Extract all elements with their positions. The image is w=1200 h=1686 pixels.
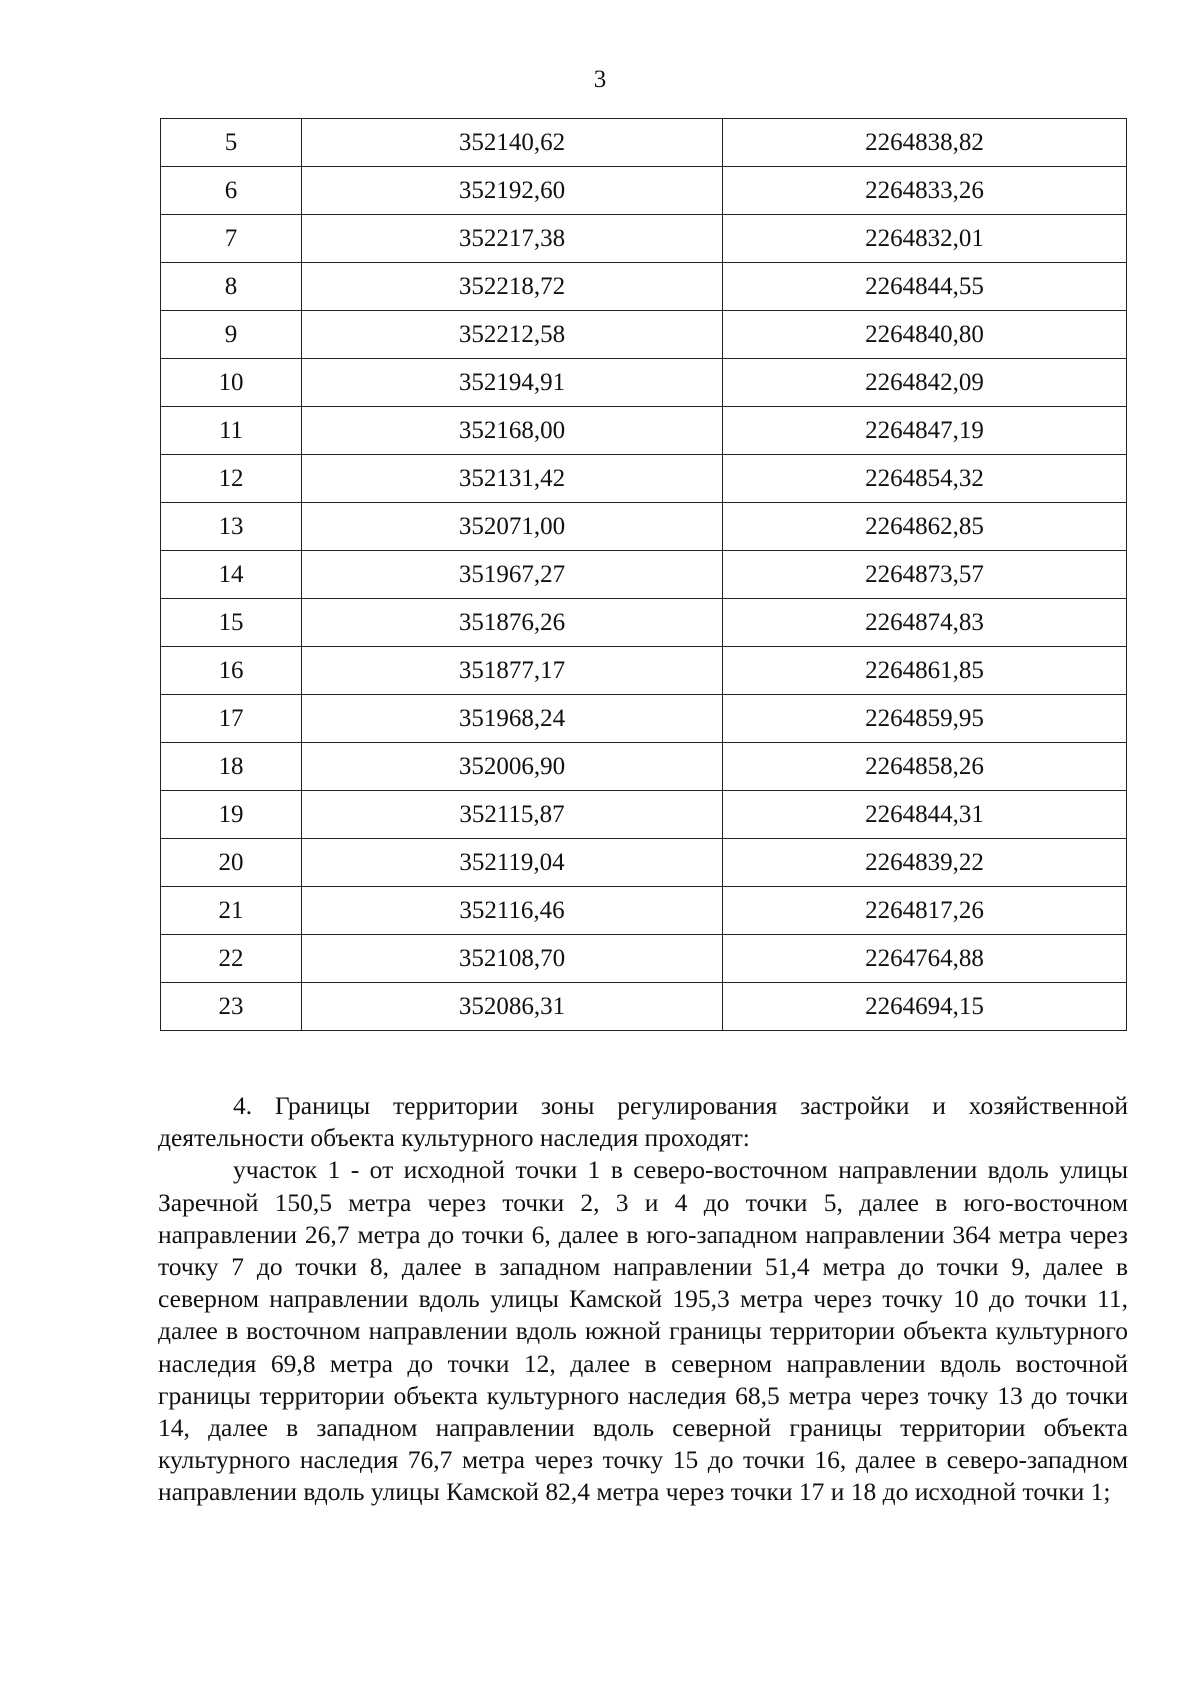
x-coordinate-cell: 352116,46	[302, 887, 723, 935]
table-row	[161, 791, 1127, 839]
y-coordinate-cell: 2264694,15	[723, 983, 1127, 1031]
point-number-cell: 8	[161, 263, 302, 311]
table-row	[161, 455, 1127, 503]
y-coordinate-cell: 2264862,85	[723, 503, 1127, 551]
x-coordinate-cell: 352119,04	[302, 839, 723, 887]
table-row	[161, 983, 1127, 1031]
x-coordinate-cell: 352086,31	[302, 983, 723, 1031]
y-coordinate-cell: 2264844,55	[723, 263, 1127, 311]
x-coordinate-cell: 351968,24	[302, 695, 723, 743]
x-coordinate-cell: 352131,42	[302, 455, 723, 503]
x-coordinate-cell: 352192,60	[302, 167, 723, 215]
y-coordinate-cell: 2264832,01	[723, 215, 1127, 263]
y-coordinate-cell: 2264854,32	[723, 455, 1127, 503]
point-number-cell: 15	[161, 599, 302, 647]
table-row	[161, 839, 1127, 887]
point-number-cell: 5	[161, 119, 302, 167]
point-number-cell: 10	[161, 359, 302, 407]
point-number-cell: 6	[161, 167, 302, 215]
point-number-cell: 21	[161, 887, 302, 935]
x-coordinate-cell: 352115,87	[302, 791, 723, 839]
table-row	[161, 599, 1127, 647]
point-number-cell: 7	[161, 215, 302, 263]
table-row	[161, 407, 1127, 455]
table-row	[161, 167, 1127, 215]
table-row	[161, 359, 1127, 407]
x-coordinate-cell: 352071,00	[302, 503, 723, 551]
x-coordinate-cell: 352140,62	[302, 119, 723, 167]
y-coordinate-cell: 2264838,82	[723, 119, 1127, 167]
point-number-cell: 20	[161, 839, 302, 887]
y-coordinate-cell: 2264833,26	[723, 167, 1127, 215]
table-row	[161, 551, 1127, 599]
point-number-cell: 17	[161, 695, 302, 743]
coordinates-table	[160, 118, 1127, 1031]
x-coordinate-cell: 352194,91	[302, 359, 723, 407]
document-text	[158, 1090, 1128, 1509]
table-row	[161, 743, 1127, 791]
x-coordinate-cell: 351967,27	[302, 551, 723, 599]
y-coordinate-cell: 2264839,22	[723, 839, 1127, 887]
point-number-cell: 13	[161, 503, 302, 551]
point-number-cell: 23	[161, 983, 302, 1031]
y-coordinate-cell: 2264844,31	[723, 791, 1127, 839]
y-coordinate-cell: 2264873,57	[723, 551, 1127, 599]
x-coordinate-cell: 352217,38	[302, 215, 723, 263]
table-row	[161, 119, 1127, 167]
table-row	[161, 935, 1127, 983]
x-coordinate-cell: 352168,00	[302, 407, 723, 455]
point-number-cell: 18	[161, 743, 302, 791]
table-row	[161, 215, 1127, 263]
y-coordinate-cell: 2264840,80	[723, 311, 1127, 359]
y-coordinate-cell: 2264817,26	[723, 887, 1127, 935]
table-row	[161, 695, 1127, 743]
y-coordinate-cell: 2264861,85	[723, 647, 1127, 695]
x-coordinate-cell: 352218,72	[302, 263, 723, 311]
coordinates-table-body	[161, 119, 1127, 1031]
point-number-cell: 9	[161, 311, 302, 359]
table-row	[161, 503, 1127, 551]
point-number-cell: 12	[161, 455, 302, 503]
y-coordinate-cell: 2264842,09	[723, 359, 1127, 407]
y-coordinate-cell: 2264847,19	[723, 407, 1127, 455]
table-row	[161, 887, 1127, 935]
paragraph-section-1: участок 1 - от исходной точки 1 в северо-восточном направлении вдоль улицы Заречной 150,5 метра через точки 2, 3 и 4 до точки 5, далее в юго-восточном направлении 26,7 метра до точки 6, далее в юго-западном направлении 364 метра через точку 7 до точки 8, далее в западном направлении 51,4 метра до точки 9, далее в северном направлении вдоль улицы Камской 195,3 метра через точку 10 до точки 11, далее в восточном направлении вдоль южной границы территории объекта культурного наследия 69,8 метра до точки 12, далее в северном направлении вдоль восточной границы территории объекта культурного наследия 68,5 метра через точку 13 до точки 14, далее в западном направлении вдоль северной границы территории объекта культурного наследия 76,7 метра через точку 15 до точки 16, далее в северо-западном направлении вдоль улицы Камской 82,4 метра через точки 17 и 18 до исходной точки 1;	[158, 1155, 1128, 1507]
point-number-cell: 19	[161, 791, 302, 839]
x-coordinate-cell: 352212,58	[302, 311, 723, 359]
table-row	[161, 263, 1127, 311]
y-coordinate-cell: 2264859,95	[723, 695, 1127, 743]
x-coordinate-cell: 352006,90	[302, 743, 723, 791]
y-coordinate-cell: 2264764,88	[723, 935, 1127, 983]
x-coordinate-cell: 351876,26	[302, 599, 723, 647]
page-number: 3	[593, 66, 607, 93]
x-coordinate-cell: 352108,70	[302, 935, 723, 983]
table-row	[161, 647, 1127, 695]
y-coordinate-cell: 2264874,83	[723, 599, 1127, 647]
point-number-cell: 16	[161, 647, 302, 695]
table-row	[161, 311, 1127, 359]
point-number-cell: 22	[161, 935, 302, 983]
point-number-cell: 11	[161, 407, 302, 455]
point-number-cell: 14	[161, 551, 302, 599]
x-coordinate-cell: 351877,17	[302, 647, 723, 695]
paragraph-boundaries-intro: 4. Границы территории зоны регулирования застройки и хозяйственной деятельности объекта культурного наследия проходят:	[158, 1091, 1128, 1153]
y-coordinate-cell: 2264858,26	[723, 743, 1127, 791]
